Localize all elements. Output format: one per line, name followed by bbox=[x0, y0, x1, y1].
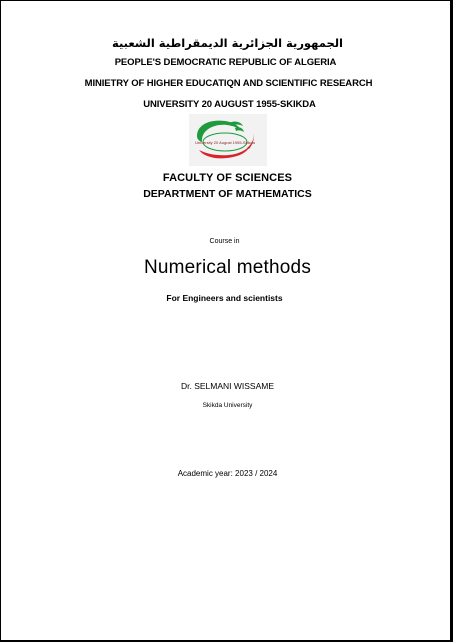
country-name: PEOPLE'S DEMOCRATIC REPUBLIC OF ALGERIA bbox=[114, 57, 337, 68]
author-affiliation: Skikda University bbox=[202, 402, 253, 409]
course-subtitle: For Engineers and scientists bbox=[166, 293, 283, 303]
faculty-name: FACULTY OF SCIENCES bbox=[162, 172, 293, 184]
logo-text: University 20 August 1955-Skikda bbox=[195, 140, 255, 145]
university-logo-icon bbox=[189, 114, 267, 166]
course-title: Numerical methods bbox=[143, 257, 312, 278]
university-name: UNIVERSITY 20 AUGUST 1955-SKIKDA bbox=[143, 99, 316, 110]
author-name: Dr. SELMANI WISSAME bbox=[180, 381, 275, 391]
ministry-name: MINIETRY OF HIGHER EDUCATIQN AND SCIENTIFIC RESEARCH bbox=[84, 78, 373, 89]
academic-year: Academic year: 2023 / 2024 bbox=[177, 469, 278, 478]
university-logo bbox=[189, 114, 267, 166]
course-intro: Course in bbox=[209, 238, 240, 245]
arabic-republic-title: الجمهورية الجزائرية الديمقراطية الشعبية bbox=[111, 36, 343, 50]
department-name: DEPARTMENT OF MATHEMATICS bbox=[143, 188, 312, 200]
